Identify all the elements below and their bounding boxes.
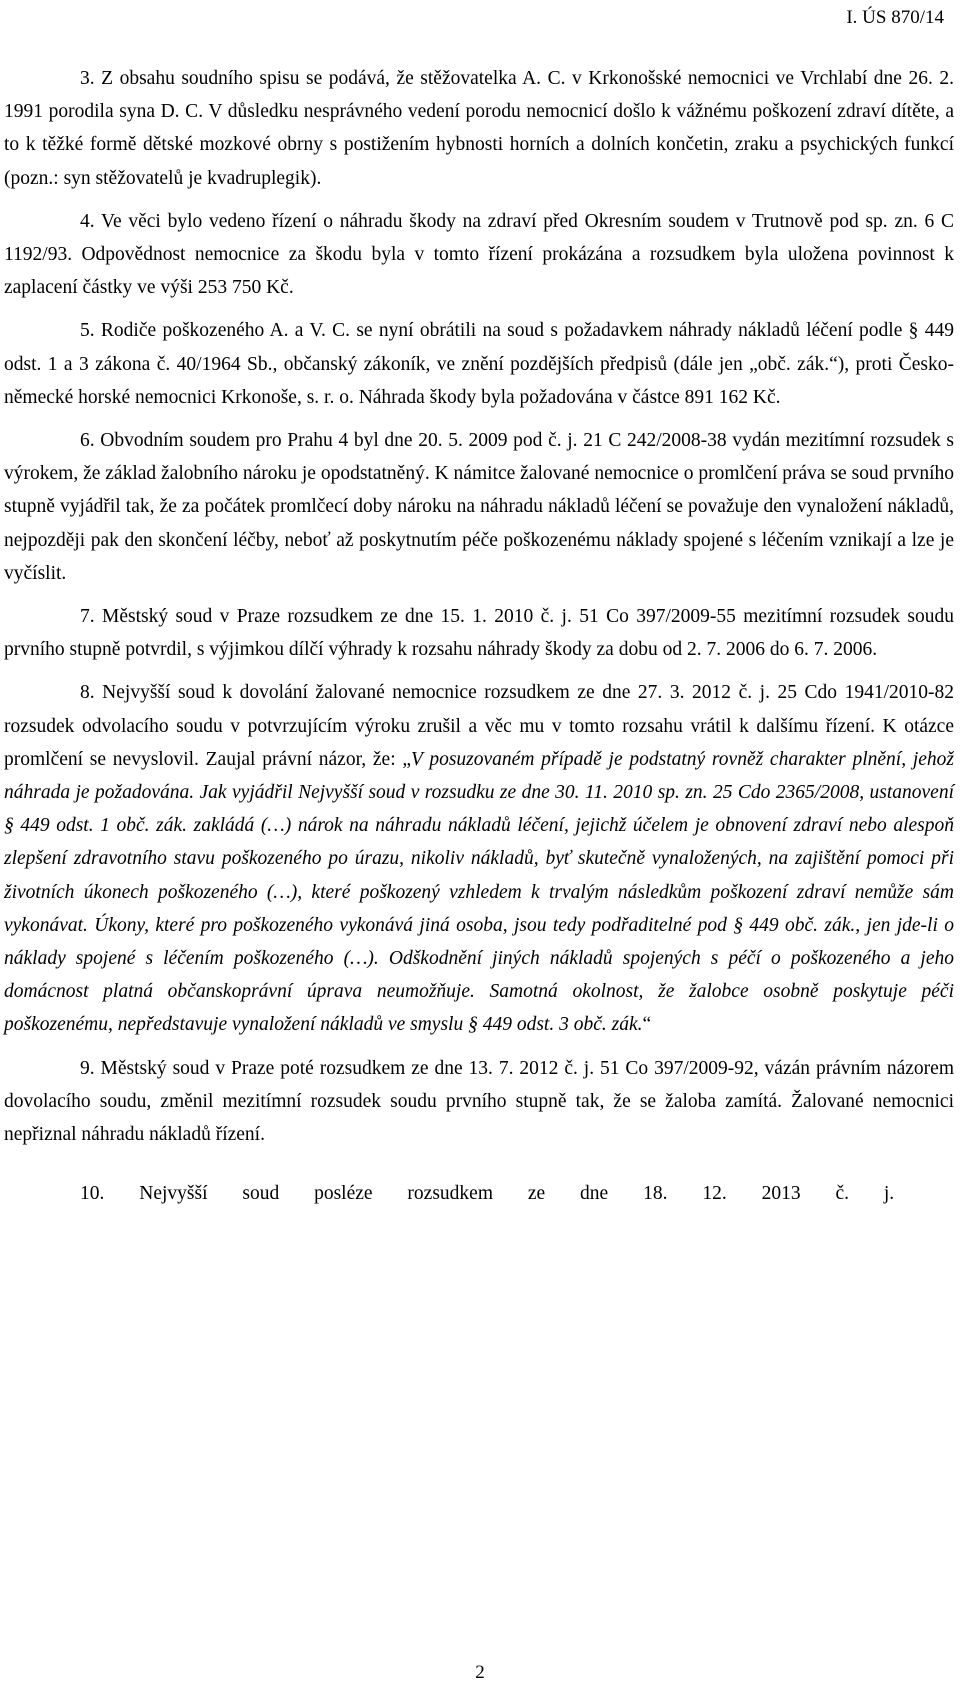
document-body — [4, 62, 954, 1221]
paragraph-10: 10. Nejvyšší soud posléze rozsudkem ze dne 18. 12. 2013 č. j. — [80, 1183, 895, 1205]
paragraph-9: 9. Městský soud v Praze poté rozsudkem ze dne 13. 7. 2012 č. j. 51 Co 397/2009-92, vázán právním názorem dovolacího soudu, změnil mezitímní rozsudek soudu prvního stupně tak, že se žaloba zamítá. Žalované nemocnici nepřiznal náhradu nákladů řízení. — [4, 1057, 954, 1146]
paragraph-8-quote-end: “ — [642, 1014, 652, 1036]
paragraph-5: 5. Rodiče poškozeného A. a V. C. se nyní obrátili na soud s požadavkem náhrady nákladů léčení podle § 449 odst. 1 a 3 zákona č. 40/1964 Sb., občanský zákoník, ve znění pozdějších předpisů (dále jen „obč. zák.“), proti Česko-německé horské nemocnici Krkonoše, s. r. o. Náhrada škody byla požadována v částce 891 162 Kč. — [4, 320, 954, 408]
paragraph-8-quote: V posuzovaném případě je podstatný rovněž charakter plnění, jehož náhrada je požadována. Jak vyjádřil Nejvyšší soud v rozsudku ze dne 30. 11. 2010 sp. zn. 25 Cdo 2365/2008, ustanovení § 449 odst. 1 obč. zák. zakládá (…) nárok na náhradu nákladů léčení, jejichž účelem je obnovení zdraví nebo alespoň zlepšení zdravotního stavu poškozeného po úrazu, nikoliv nákladů, byť skutečně vynaložených, na zajištění pomoci při životních úkonech poškozeného (…), které poškozený vzhledem k trvalým následkům poškození zdraví nemůže sám vykonávat. Úkony, které pro poškozeného vykonává jiná osoba, jsou tedy podřaditelné pod § 449 obč. zák., jen jde-li o náklady spojené s léčením poškozeného (…). Odškodnění jiných nákladů spojených s péčí o poškozeného a jeho domácnost platná občanskoprávní úprava neumožňuje. Samotná okolnost, že žalobce osobně poskytuje péči poškozenému, nepředstavuje vynaložení nákladů ve smyslu § 449 odst. 3 obč. zák. — [4, 748, 955, 1036]
case-number-header: I. ÚS 870/14 — [846, 7, 944, 28]
paragraph-7: 7. Městský soud v Praze rozsudkem ze dne 15. 1. 2010 č. j. 51 Co 397/2009-55 mezitímní rozsudek soudu prvního stupně potvrdil, s výjimkou dílčí výhrady k rozsahu náhrady škody za dobu od 2. 7. 2006 do 6. 7. 2006. — [4, 606, 954, 661]
paragraph-8-text: 8. Nejvyšší soud k dovolání žalované nemocnice rozsudkem ze dne 27. 3. 2012 č. j. 25 Cdo 1941/2010-82 rozsudek odvolacího soudu v potvrzujícím výroku zrušil a věc mu v tomto rozsahu vrátil k dalšímu řízení. K otázce promlčení se nevyslovil. Zaujal právní názor, že: „ — [4, 682, 954, 770]
paragraph-3: 3. Z obsahu soudního spisu se podává, že stěžovatelka A. C. v Krkonošské nemocnici ve Vrchlabí dne 26. 2. 1991 porodila syna D. C. V důsledku nesprávného vedení porodu nemocnicí došlo k vážnému poškození zdraví dítěte, a to k těžké formě dětské mozkové obrny s postižením hybnosti horních a dolních končetin, zraku a psychických funkcí (pozn.: syn stěžovatelů je kvadruplegik). — [4, 68, 954, 189]
page-number: 2 — [475, 1662, 485, 1683]
paragraph-6: 6. Obvodním soudem pro Prahu 4 byl dne 20. 5. 2009 pod č. j. 21 C 242/2008-38 vydán mezitímní rozsudek s výrokem, že základ žalobního nároku je opodstatněný. K námitce žalované nemocnice o promlčení práva se soud prvního stupně vyjádřil tak, že za počátek promlčecí doby nároku na náhradu nákladů léčení se považuje den vynaložení nákladů, nejpozději pak den skončení léčby, neboť až poskytnutím péče poškozenému náklady spojené s léčením vznikají a lze je vyčíslit. — [4, 430, 954, 584]
paragraph-4: 4. Ve věci bylo vedeno řízení o náhradu škody na zdraví před Okresním soudem v Trutnově pod sp. zn. 6 C 1192/93. Odpovědnost nemocnice za škodu byla v tomto řízení prokázána a rozsudkem byla uložena povinnost k zaplacení částky ve výši 253 750 Kč. — [4, 210, 954, 299]
paragraph-8 — [4, 676, 954, 1041]
